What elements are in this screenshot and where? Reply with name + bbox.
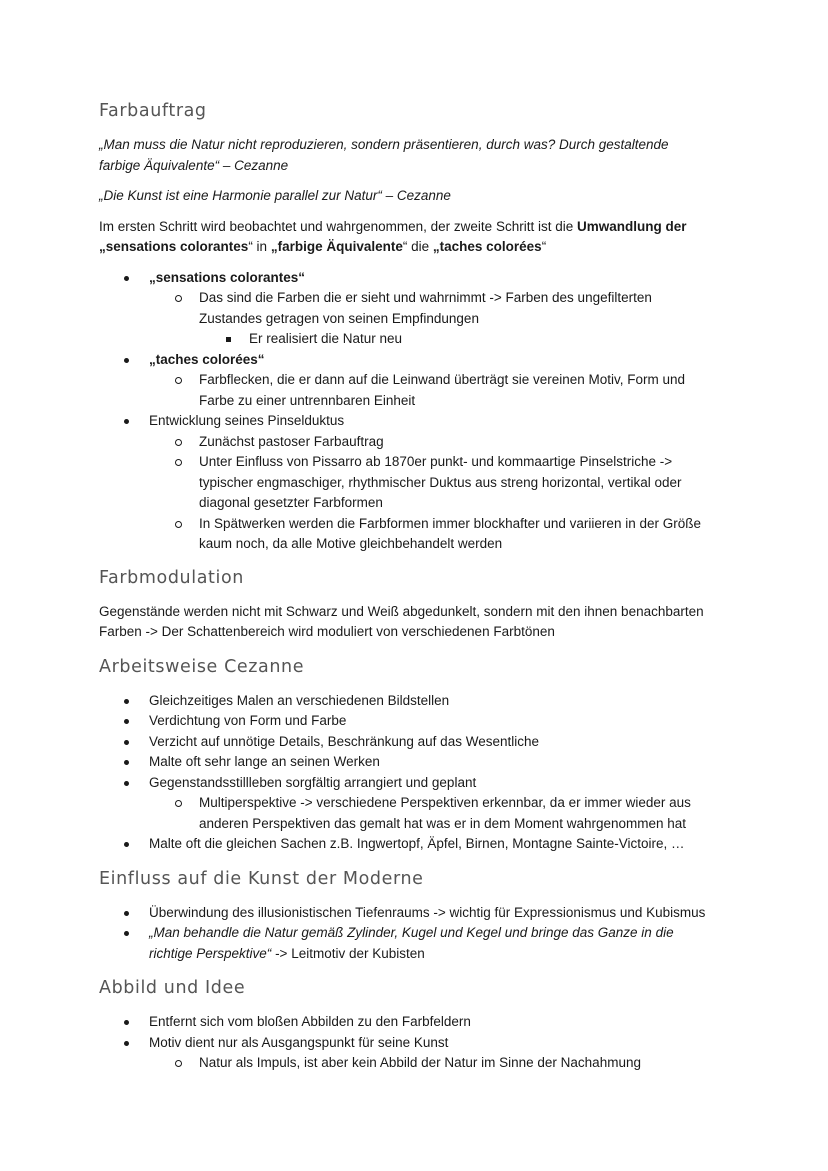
subitem-line: diagonal gesetzter Farbformen bbox=[199, 495, 383, 510]
list-subitem bbox=[99, 452, 739, 514]
list-item: Gleichzeitiges Malen an verschiedenen Bildstellen bbox=[99, 691, 739, 712]
intro-text-h: “ bbox=[541, 239, 547, 254]
heading-farbauftrag: Farbauftrag bbox=[99, 101, 207, 121]
subitem-line: Zustandes getragen von seinen Empfindungen bbox=[199, 310, 479, 326]
quote-1-line-2: farbige Äquivalente“ – Cezanne bbox=[99, 157, 289, 173]
list-item: Gegenstandsstillleben sorgfältig arrangiert und geplant bbox=[99, 773, 739, 794]
list-item: Malte oft sehr lange an seinen Werken bbox=[99, 752, 739, 773]
list-subitem: Zunächst pastoser Farbauftrag bbox=[99, 432, 739, 453]
farbmodulation-paragraph bbox=[99, 602, 739, 643]
list-item: Malte oft die gleichen Sachen z.B. Ingwertopf, Äpfel, Birnen, Montagne Sainte-Victoire, … bbox=[99, 834, 739, 855]
subitem-line: Unter Einfluss von Pissarro ab 1870er punkt- und kommaartige Pinselstriche -> bbox=[199, 454, 673, 469]
arbeitsweise-list bbox=[99, 691, 739, 855]
paragraph-line: Farben -> Der Schattenbereich wird moduliert von verschiedenen Farbtönen bbox=[99, 624, 555, 639]
subitem-line: Farbflecken, die er dann auf die Leinwand überträgt sie vereinen Motiv, Form und bbox=[199, 372, 686, 387]
quote-cezanne-1 bbox=[99, 135, 739, 176]
intro-bold-umwandlung: Umwandlung der bbox=[576, 218, 687, 234]
intro-paragraph bbox=[99, 217, 739, 258]
list-item: Verzicht auf unnötige Details, Beschränkung auf das Wesentliche bbox=[99, 732, 739, 753]
abbild-list bbox=[99, 1012, 739, 1074]
intro-text-a: Im ersten Schritt wird beobachtet und wahrgenommen, der zweite Schritt ist die bbox=[99, 218, 577, 234]
cezanne-quote-line-2: richtige Perspektive“ bbox=[149, 945, 272, 961]
list-subitem: Natur als Impuls, ist aber kein Abbild der Natur im Sinne der Nachahmung bbox=[99, 1053, 739, 1074]
list-subitem bbox=[99, 793, 739, 834]
heading-farbmodulation: Farbmodulation bbox=[99, 567, 244, 588]
intro-text-d: “ in bbox=[248, 239, 271, 254]
list-item: Überwindung des illusionistischen Tiefenraums -> wichtig für Expressionismus und Kubismus bbox=[99, 903, 739, 924]
list-item: „sensations colorantes“ bbox=[99, 268, 739, 289]
intro-bold-taches: „taches colorées bbox=[432, 239, 542, 254]
subitem-line: Multiperspektive -> verschiedene Perspektiven erkennbar, da er immer wieder aus bbox=[199, 795, 691, 810]
subitem-line: typischer engmaschiger, rhythmischer Duktus aus streng horizontal, vertikal oder bbox=[199, 474, 682, 490]
subitem-line: kaum noch, da alle Motive gleichbehandelt werden bbox=[199, 536, 503, 551]
intro-bold-sensations: „sensations colorantes bbox=[99, 239, 249, 254]
leitmotiv-text: -> Leitmotiv der Kubisten bbox=[271, 945, 425, 961]
subitem-line: Farbe zu einer untrennbaren Einheit bbox=[199, 392, 416, 408]
intro-bold-aequivalente: „farbige Äquivalente bbox=[270, 239, 403, 254]
intro-text-f: “ die bbox=[402, 239, 433, 254]
cezanne-quote-line-1: „Man behandle die Natur gemäß Zylinder, Kugel und Kegel und bringe das Ganze in die bbox=[149, 925, 674, 940]
heading-abbild-idee: Abbild und Idee bbox=[99, 978, 246, 998]
list-subitem bbox=[99, 288, 739, 329]
heading-einfluss-moderne: Einfluss auf die Kunst der Moderne bbox=[99, 868, 424, 889]
einfluss-list bbox=[99, 903, 739, 965]
quote-cezanne-2: „Die Kunst ist eine Harmonie parallel zur Natur“ – Cezanne bbox=[99, 188, 451, 203]
list-item: „taches colorées“ bbox=[99, 350, 739, 371]
document-content bbox=[99, 99, 739, 1074]
farbauftrag-list bbox=[99, 268, 739, 555]
paragraph-line: Gegenstände werden nicht mit Schwarz und Weiß abgedunkelt, sondern mit den ihnen benachbarten bbox=[99, 603, 704, 619]
list-subsubitem: Er realisiert die Natur neu bbox=[99, 329, 739, 350]
list-subitem bbox=[99, 514, 739, 555]
list-item: Entwicklung seines Pinselduktus bbox=[99, 411, 739, 432]
subitem-line: anderen Perspektiven das gemalt hat was er in dem Moment wahrgenommen hat bbox=[199, 815, 687, 831]
list-subitem bbox=[99, 370, 739, 411]
list-item: Verdichtung von Form und Farbe bbox=[99, 711, 739, 732]
quote-1-line-1: „Man muss die Natur nicht reproduzieren, sondern präsentieren, durch was? Durch gestaltende bbox=[99, 137, 669, 152]
list-item: Motiv dient nur als Ausgangspunkt für seine Kunst bbox=[99, 1033, 739, 1054]
heading-arbeitsweise: Arbeitsweise Cezanne bbox=[99, 656, 305, 677]
subitem-line: Das sind die Farben die er sieht und wahrnimmt -> Farben des ungefilterten bbox=[199, 290, 652, 305]
subitem-line: In Spätwerken werden die Farbformen immer blockhafter und variieren in der Größe bbox=[199, 515, 701, 531]
list-item bbox=[99, 923, 739, 964]
list-item: Entfernt sich vom bloßen Abbilden zu den Farbfeldern bbox=[99, 1012, 739, 1033]
